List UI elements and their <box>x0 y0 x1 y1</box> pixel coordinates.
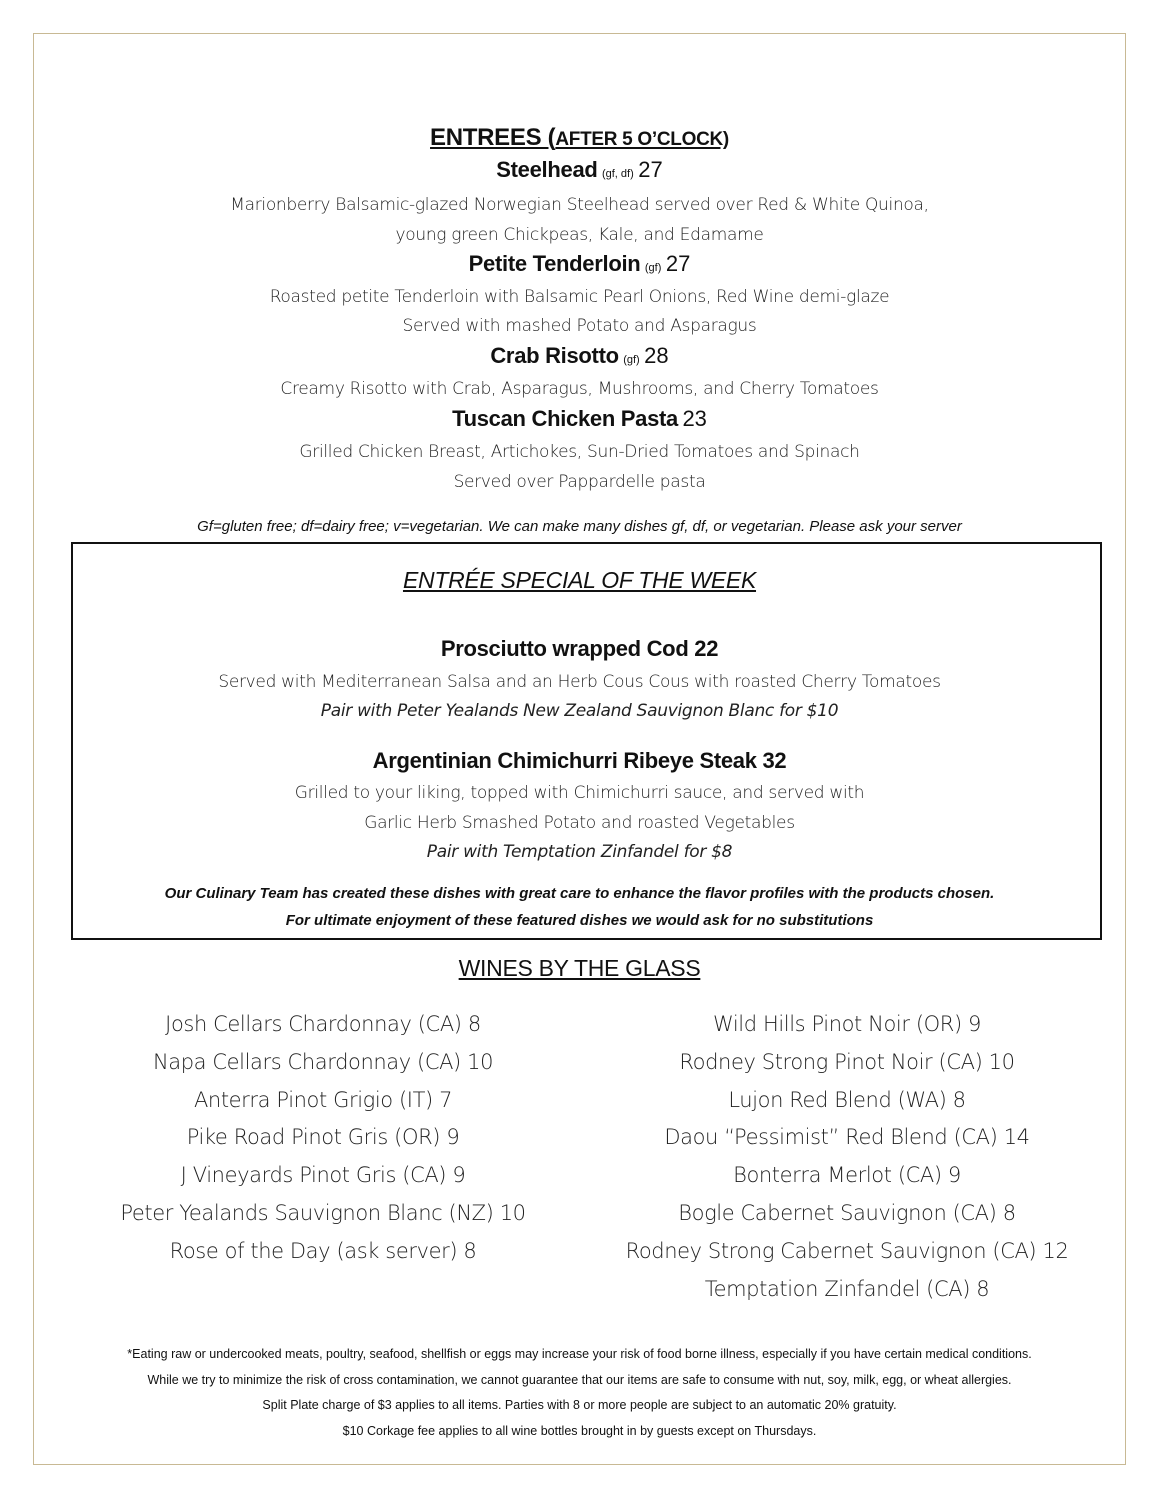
footer-disclaimer: *Eating raw or undercooked meats, poultry, seafood, shellfish or eggs may increase your risk of food borne illness, especially if you have certain medical conditions. <box>127 1347 1032 1361</box>
wine-item: Bonterra Merlot (CA) 9 <box>733 1163 961 1188</box>
dish-tags: (gf) <box>644 262 662 274</box>
wine-item: Lujon Red Blend (WA) 8 <box>728 1087 966 1112</box>
dish-tuscan-chicken-pasta <box>0 406 1159 432</box>
wine-item: Peter Yealands Sauvignon Blanc (NZ) 10 <box>120 1200 526 1225</box>
dish-description: Roasted petite Tenderloin with Balsamic Pearl Onions, Red Wine demi-glaze <box>269 287 890 307</box>
wines-left-column <box>70 1006 576 1271</box>
wine-item: Josh Cellars Chardonnay (CA) 8 <box>165 1012 481 1036</box>
wine-pairing: Pair with Peter Yealands New Zealand Sauvignon Blanc for $10 <box>320 701 839 721</box>
dish-name: Tuscan Chicken Pasta <box>452 406 678 431</box>
wine-item: Daou “Pessimist” Red Blend (CA) 14 <box>664 1125 1030 1150</box>
dish-price: 27 <box>638 157 663 182</box>
dish-name: Steelhead <box>496 157 598 182</box>
dish-name: Petite Tenderloin <box>468 251 641 276</box>
wine-item: J Vineyards Pinot Gris (CA) 9 <box>180 1163 466 1188</box>
entrees-title: ENTREES (AFTER 5 O’CLOCK) <box>430 124 729 151</box>
special-title: ENTRÉE SPECIAL OF THE WEEK <box>402 567 757 593</box>
dish-name: Crab Risotto <box>490 343 619 368</box>
footer-split-plate: Split Plate charge of $3 applies to all items. Parties with 8 or more people are subject to an automatic 20% gratuity. <box>262 1398 897 1412</box>
wine-item: Bogle Cabernet Sauvignon (CA) 8 <box>678 1200 1016 1225</box>
special-dish-name: Prosciutto wrapped Cod 22 <box>440 636 719 661</box>
dish-tags: (gf, df) <box>601 168 634 180</box>
special-box <box>71 542 1102 940</box>
footer-corkage: $10 Corkage fee applies to all wine bottles brought in by guests except on Thursdays. <box>342 1424 817 1438</box>
dish-description: Served with mashed Potato and Asparagus <box>402 316 757 336</box>
wine-item: Temptation Zinfandel (CA) 8 <box>704 1276 990 1301</box>
special-dish-description: Garlic Herb Smashed Potato and roasted Vegetables <box>364 813 795 833</box>
dish-description: Marionberry Balsamic-glazed Norwegian Steelhead served over Red & White Quinoa, <box>230 195 929 215</box>
dish-price: 28 <box>644 343 669 368</box>
wine-item: Rodney Strong Cabernet Sauvignon (CA) 12 <box>625 1238 1069 1263</box>
special-dish-description: Served with Mediterranean Salsa and an Herb Cous Cous with roasted Cherry Tomatoes <box>218 672 941 692</box>
dish-description: young green Chickpeas, Kale, and Edamame <box>395 225 764 245</box>
dish-price: 27 <box>665 251 691 276</box>
dish-petite-tenderloin <box>0 251 1159 277</box>
dietary-note: Gf=gluten free; df=dairy free; v=vegetarian. We can make many dishes gf, df, or vegetarian. Please ask your server <box>197 518 962 535</box>
wine-item: Napa Cellars Chardonnay (CA) 10 <box>152 1049 494 1074</box>
wine-item: Rose of the Day (ask server) 8 <box>169 1238 477 1263</box>
culinary-note: For ultimate enjoyment of these featured dishes we would ask for no substitutions <box>285 912 874 929</box>
dish-price: 23 <box>682 406 707 431</box>
culinary-note: Our Culinary Team has created these dishes with great care to enhance the flavor profiles with the products chosen. <box>164 885 995 902</box>
dish-tags: (gf) <box>623 354 640 366</box>
dish-description: Served over Pappardelle pasta <box>453 472 706 492</box>
wine-item: Pike Road Pinot Gris (OR) 9 <box>186 1125 460 1150</box>
dish-crab-risotto <box>0 343 1159 369</box>
dish-description: Creamy Risotto with Crab, Asparagus, Mushrooms, and Cherry Tomatoes <box>280 379 879 399</box>
wine-item: Anterra Pinot Grigio (IT) 7 <box>193 1087 453 1112</box>
wines-right-column <box>594 1006 1100 1308</box>
dish-description: Grilled Chicken Breast, Artichokes, Sun-Dried Tomatoes and Spinach <box>299 442 860 462</box>
dish-steelhead <box>0 157 1159 183</box>
wine-item: Rodney Strong Pinot Noir (CA) 10 <box>679 1049 1015 1074</box>
wines-title: WINES BY THE GLASS <box>458 955 701 981</box>
footer-allergy: While we try to minimize the risk of cross contamination, we cannot guarantee that our items are safe to consume with nut, soy, milk, egg, or wheat allergies. <box>147 1373 1012 1387</box>
wine-pairing: Pair with Temptation Zinfandel for $8 <box>426 842 733 862</box>
wine-item: Wild Hills Pinot Noir (OR) 9 <box>712 1012 982 1036</box>
special-dish-description: Grilled to your liking, topped with Chimichurri sauce, and served with <box>294 783 865 803</box>
special-dish-name: Argentinian Chimichurri Ribeye Steak 32 <box>372 748 787 773</box>
